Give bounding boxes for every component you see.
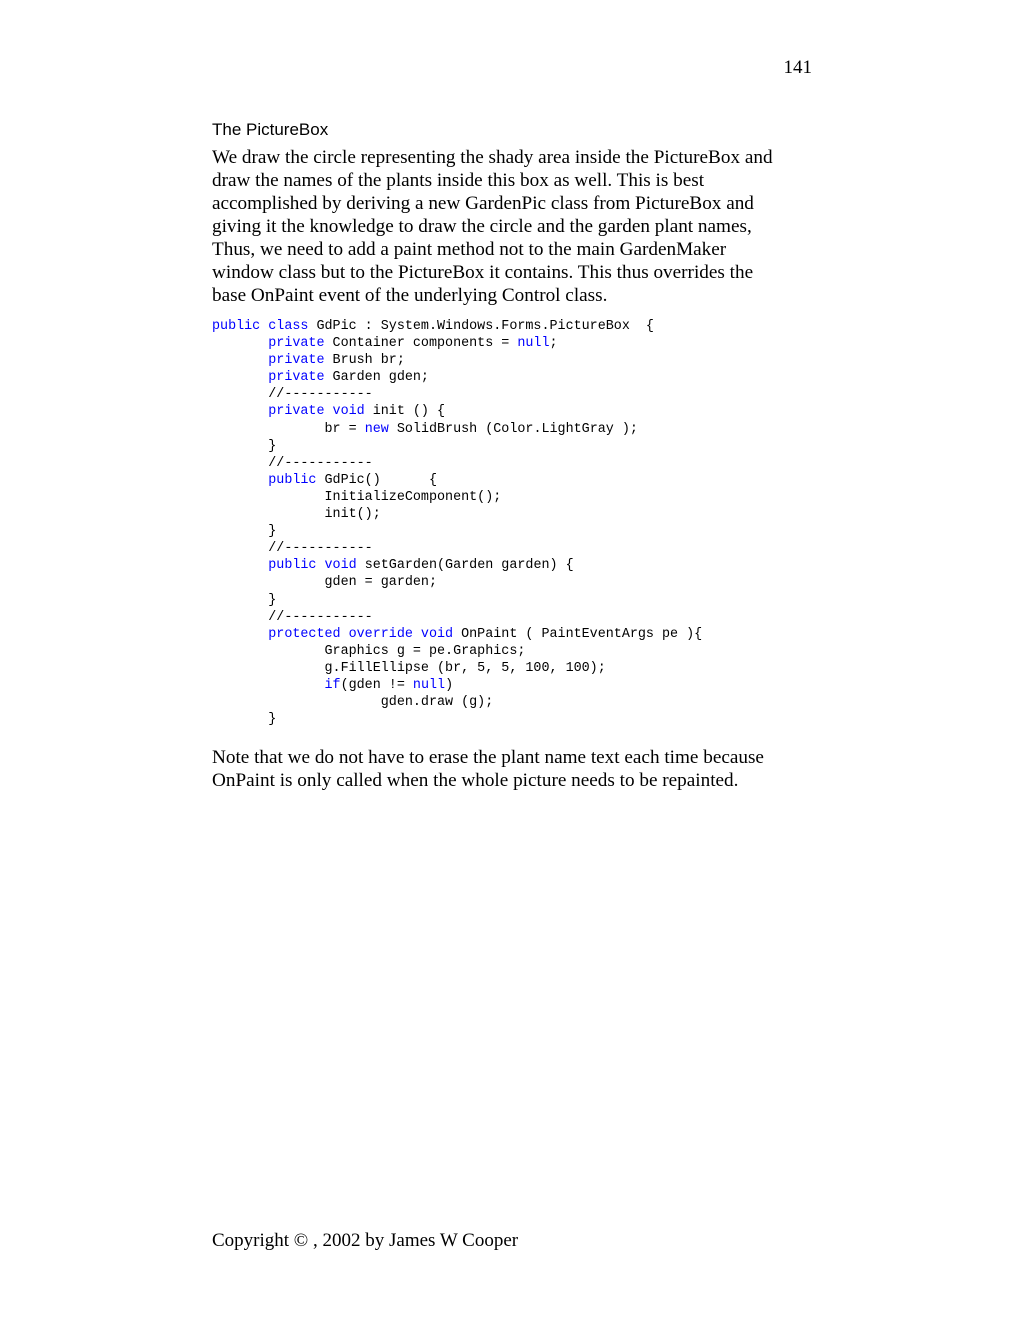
code-text: init(); [212,507,381,523]
code-text: } [212,524,277,540]
paragraph-line: giving it the knowledge to draw the circle and the garden plant names, [212,216,752,237]
code-line [212,540,702,557]
code-text: Container components = [324,336,518,352]
code-text [212,404,268,419]
code-line [212,609,702,626]
code-text: OnPaint ( PaintEventArgs pe ){ [453,626,703,642]
code-text: //----------- [212,541,373,557]
code-line [212,557,702,574]
code-text: //----------- [212,387,373,403]
code-text: ; [549,336,558,352]
code-text: InitializeComponent(); [212,489,502,505]
code-keyword: public void [268,558,357,574]
code-line [212,592,702,609]
code-keyword: if [324,677,341,693]
code-text: br = [212,421,365,437]
code-line [212,489,702,506]
code-text: //----------- [212,609,373,625]
code-text [212,336,268,351]
code-keyword: private [268,353,325,369]
paragraph-line: Thus, we need to add a paint method not to the main GardenMaker [212,239,727,260]
code-line [212,352,702,369]
code-text: GdPic : System.Windows.Forms.PictureBox { [308,319,654,334]
code-text [212,627,268,642]
code-text [212,678,325,693]
code-text: gden.draw (g); [212,695,494,711]
code-line [212,506,702,523]
code-line [212,574,702,591]
code-text: setGarden(Garden garden) { [356,558,574,574]
section-heading: The PictureBox [212,120,329,139]
code-text: init () { [364,404,446,420]
code-text: ) [445,677,454,693]
code-text: } [212,592,277,608]
paragraph-line: window class but to the PictureBox it contains. This thus overrides the [212,262,754,283]
code-text: Garden gden; [324,370,429,386]
code-keyword: public class [212,319,309,334]
code-text: } [212,438,277,454]
code-line [212,369,702,386]
code-keyword: private [268,336,325,352]
code-text: //----------- [212,455,373,471]
code-line [212,335,702,352]
code-text: SolidBrush (Color.LightGray ); [388,421,638,437]
code-keyword: protected override void [268,626,454,642]
code-line [212,660,702,677]
paragraph-line: accomplished by deriving a new GardenPic class from PictureBox and [212,193,754,214]
code-line [212,318,702,335]
code-line [212,421,702,438]
code-text [212,473,268,488]
code-text: Graphics g = pe.Graphics; [212,643,526,659]
code-keyword: null [517,336,550,352]
paragraph-line: base OnPaint event of the underlying Control class. [212,285,608,306]
code-text [212,370,268,385]
copyright-footer: Copyright © , 2002 by James W Cooper [212,1230,519,1251]
code-line [212,403,702,420]
code-line [212,643,702,660]
code-text: g.FillEllipse (br, 5, 5, 100, 100); [212,660,606,676]
code-text: } [212,712,277,728]
code-text: (gden != [340,677,413,693]
code-keyword: private void [268,404,365,420]
code-text: gden = garden; [212,575,437,591]
code-line [212,455,702,472]
note-paragraph [212,746,812,792]
code-text: Brush br; [324,353,405,369]
code-line [212,523,702,540]
code-listing [212,318,702,728]
paragraph-line: draw the names of the plants inside this box as well. This is best [212,170,705,191]
code-line [212,472,702,489]
page-number: 141 [783,57,812,78]
code-text: GdPic() { [316,472,438,488]
code-keyword: new [364,421,389,437]
code-line [212,694,702,711]
code-line [212,438,702,455]
code-keyword: null [412,677,446,693]
code-line [212,626,702,643]
code-keyword: public [268,472,317,488]
code-line [212,711,702,728]
paragraph-line: OnPaint is only called when the whole picture needs to be repainted. [212,770,739,791]
code-text [212,353,268,368]
paragraph-line: We draw the circle representing the shady area inside the PictureBox and [212,147,773,168]
code-line [212,386,702,403]
intro-paragraph [212,146,812,307]
code-text [212,558,268,573]
code-line [212,677,702,694]
code-keyword: private [268,370,325,386]
paragraph-line: Note that we do not have to erase the plant name text each time because [212,747,764,768]
